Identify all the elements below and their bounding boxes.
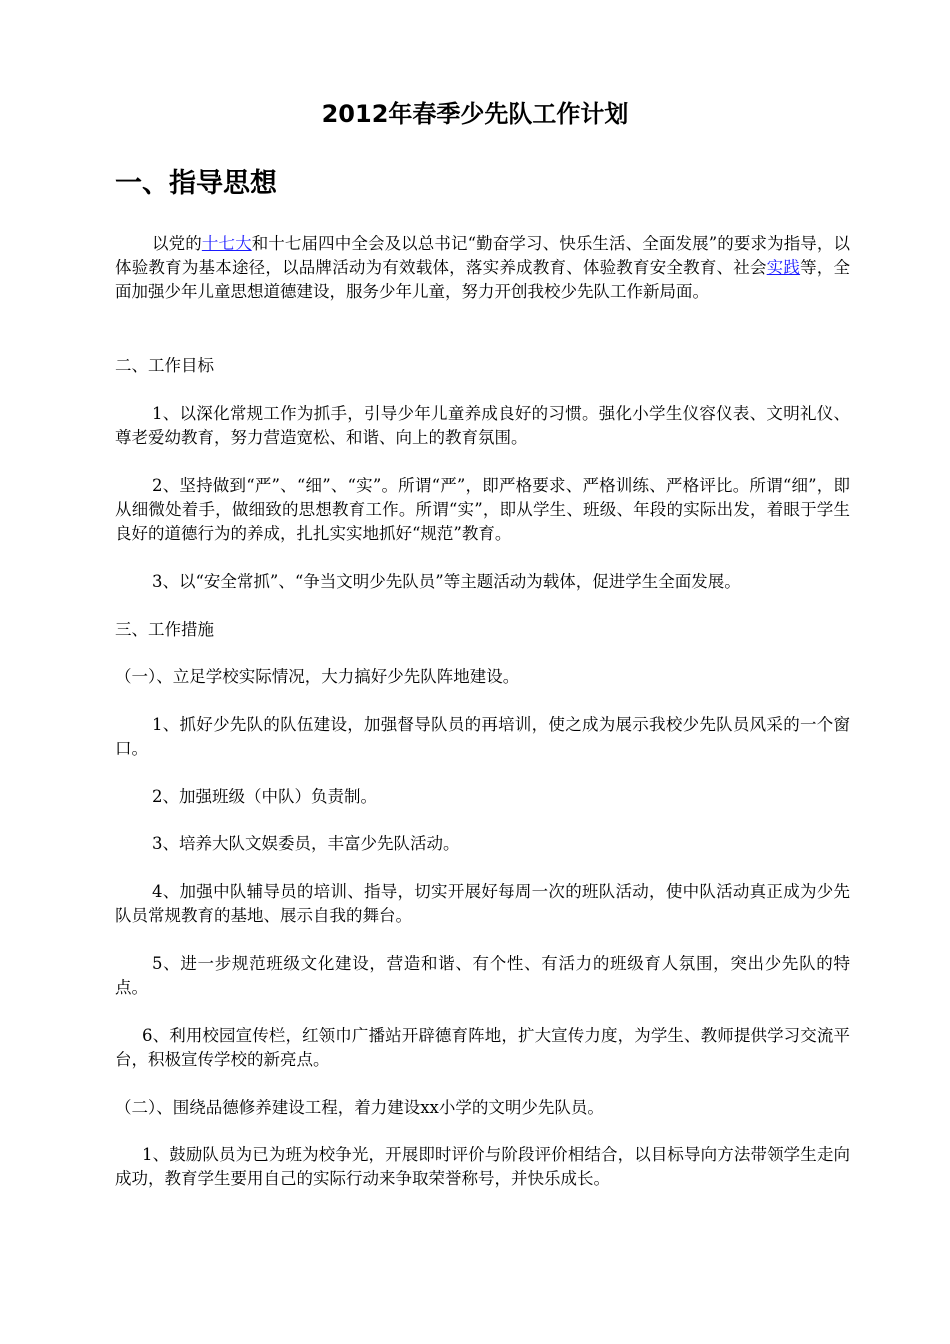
link-shijian[interactable]: 实践 <box>766 258 801 277</box>
subsection-heading-2: （二）、围绕品德修养建设工程，着力建设xx小学的文明少先队员。 <box>115 1098 604 1117</box>
measure-item-3: 3、培养大队文娱委员，丰富少先队活动。 <box>152 834 460 853</box>
measure-item-5: 5、进一步规范班级文化建设，营造和谐、有个性、有活力的班级育人氛围，突出少先队的特点。 <box>115 954 850 997</box>
section-heading-work-measures: 三、工作措施 <box>115 620 214 639</box>
section-heading-guiding-ideology: 一、指导思想 <box>115 168 277 199</box>
section-heading-work-goals: 二、工作目标 <box>115 356 214 375</box>
text-run: 以党的 <box>152 234 202 253</box>
link-shiqida[interactable]: 十七大 <box>201 234 252 253</box>
goal-item-3: 3、以“安全常抓”、“争当文明少先队员”等主题活动为载体，促进学生全面发展。 <box>152 572 741 591</box>
text-run: 和十七届四中全会及以总书记“勤奋学习、快乐生活、全面发展”的要求为指导，以体验教育为基本途径，以品牌活动为有效载体，落实养成教育、体验教育安全教育、社会 <box>115 234 851 277</box>
guiding-ideology-paragraph <box>115 232 850 304</box>
goal-item-1: 1、以深化常规工作为抓手，引导少年儿童养成良好的习惯。强化小学生仪容仪表、文明礼仪、尊老爱幼教育，努力营造宽松、和谐、向上的教育氛围。 <box>115 404 850 447</box>
text-run: 等，全面加强少年儿童思想道德建设，服务少年儿童，努力开创我校少先队工作新局面。 <box>115 258 851 301</box>
measure-item-6: 6、利用校园宣传栏，红领巾广播站开辟德育阵地，扩大宣传力度，为学生、教师提供学习交流平台，积极宣传学校的新亮点。 <box>115 1026 850 1069</box>
measure-item-1: 1、抓好少先队的队伍建设，加强督导队员的再培训，使之成为展示我校少先队员风采的一个窗口。 <box>115 715 850 758</box>
goal-item-2: 2、坚持做到“严”、“细”、“实”。所谓“严”，即严格要求、严格训练、严格评比。所谓“细”，即从细微处着手，做细致的思想教育工作。所谓“实”，即从学生、班级、年段的实际出发，着眼于学生良好的道德行为的养成，扎扎实实地抓好“规范”教育。 <box>115 476 850 543</box>
document-title: 2012年春季少先队工作计划 <box>321 100 629 128</box>
subsection-heading-1: （一）、立足学校实际情况，大力搞好少先队阵地建设。 <box>115 667 520 686</box>
measure-item-2: 2、加强班级（中队）负责制。 <box>152 787 377 806</box>
measure-item-4: 4、加强中队辅导员的培训、指导，切实开展好每周一次的班队活动，使中队活动真正成为少先队员常规教育的基地、展示自我的舞台。 <box>115 882 850 925</box>
measure-2-item-1: 1、鼓励队员为已为班为校争光，开展即时评价与阶段评价相结合，以目标导向方法带领学生走向成功，教育学生要用自己的实际行动来争取荣誉称号，并快乐成长。 <box>115 1145 850 1188</box>
